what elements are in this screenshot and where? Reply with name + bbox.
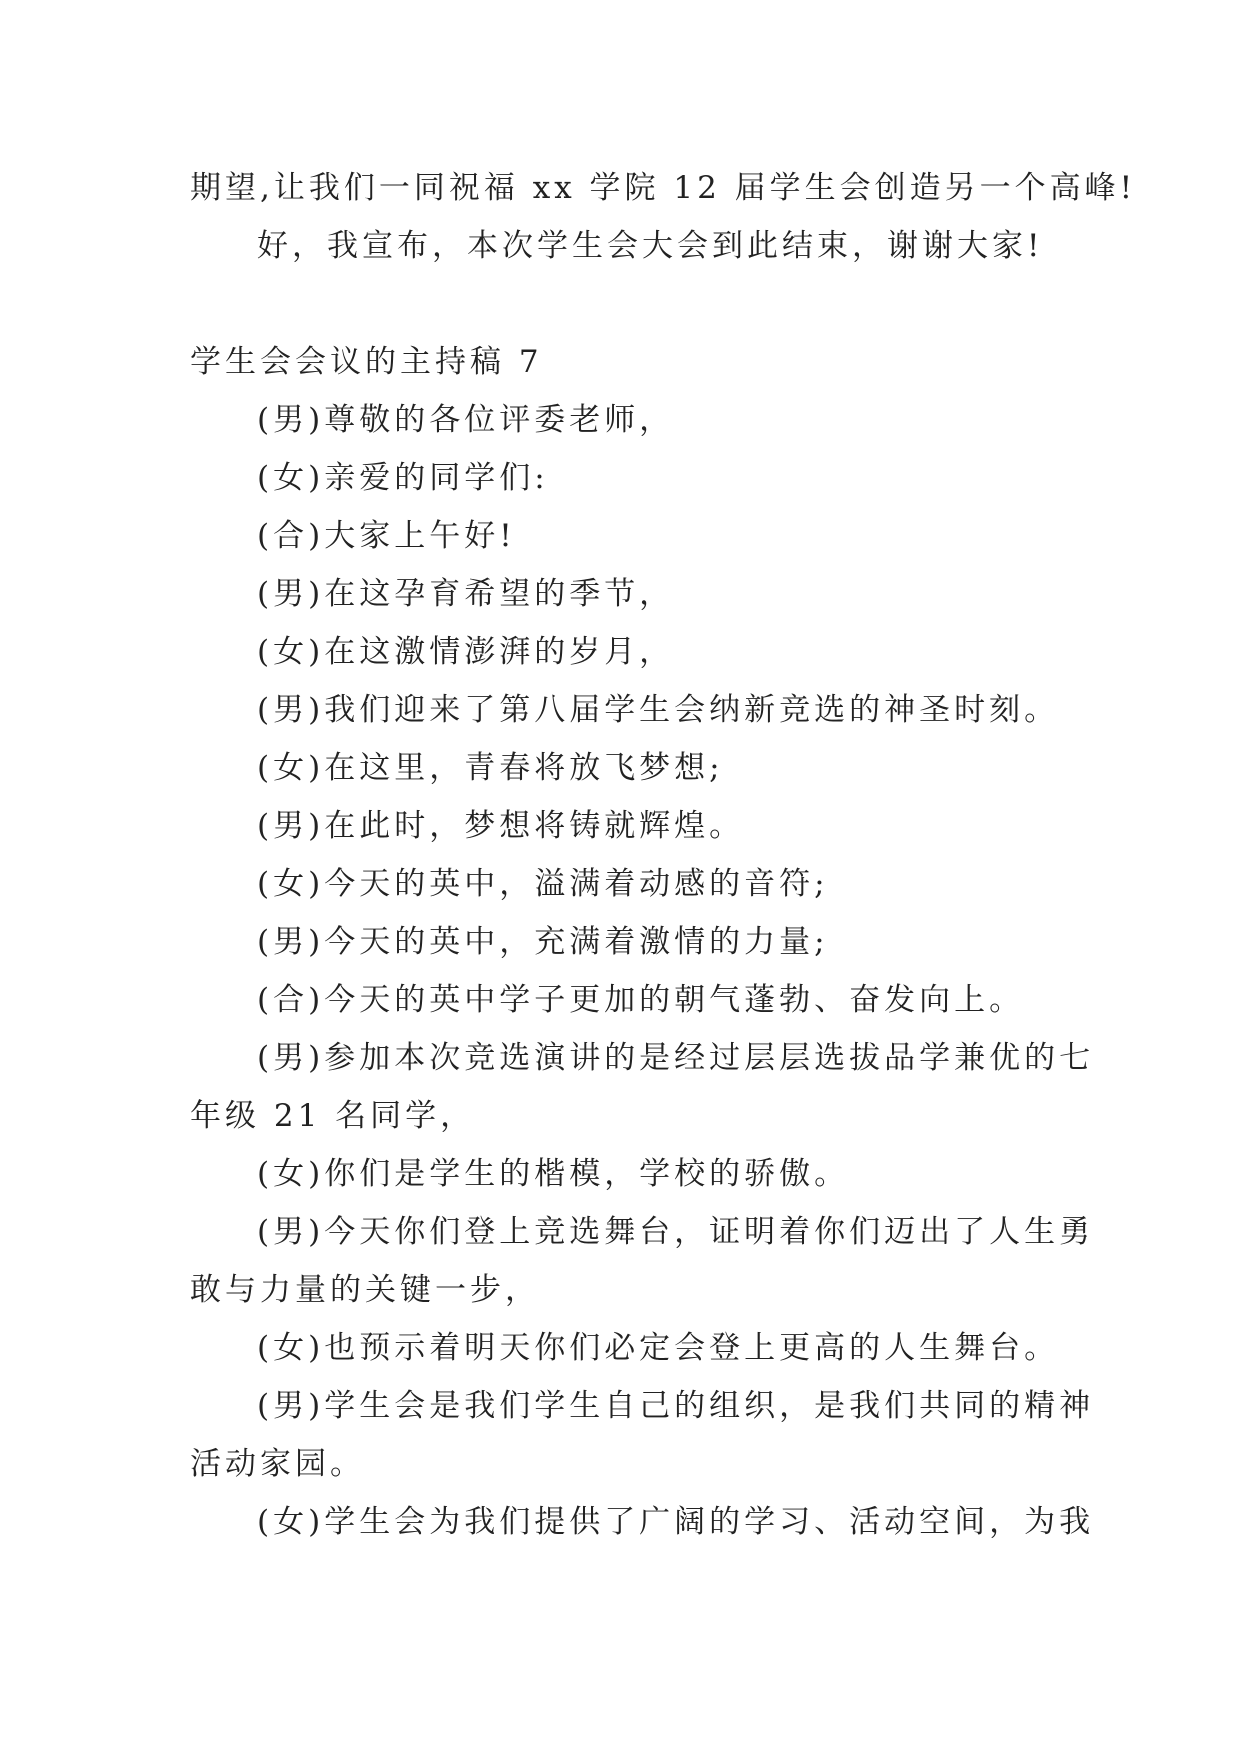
text-line: (女)也预示着明天你们必定会登上更高的人生舞台。: [257, 1330, 1060, 1366]
text-line: (女)亲爱的同学们:: [257, 460, 549, 496]
section-heading: 学生会会议的主持稿 7: [190, 344, 543, 380]
text-line: (合)大家上午好!: [257, 518, 516, 554]
text-line: (合)今天的英中学子更加的朝气蓬勃、奋发向上。: [257, 982, 1025, 1018]
text-line: (男)在这孕育希望的季节，: [257, 576, 675, 612]
text-line: (男)在此时，梦想将铸就辉煌。: [257, 808, 745, 844]
text-line: 活动家园。: [190, 1446, 365, 1482]
text-line: 好，我宣布，本次学生会大会到此结束，谢谢大家!: [257, 228, 1044, 264]
text-line: (男)学生会是我们学生自己的组织，是我们共同的精神: [257, 1388, 1095, 1424]
text-line: 期望,让我们一同祝福 xx 学院 12 届学生会创造另一个高峰!: [190, 170, 1137, 206]
text-line: (女)在这激情澎湃的岁月，: [257, 634, 675, 670]
text-line: (男)今天你们登上竞选舞台，证明着你们迈出了人生勇: [257, 1214, 1095, 1250]
text-line: (女)学生会为我们提供了广阔的学习、活动空间，为我: [257, 1504, 1095, 1540]
text-line: (男)参加本次竞选演讲的是经过层层选拔品学兼优的七: [257, 1040, 1095, 1076]
text-line: (女)你们是学生的楷模，学校的骄傲。: [257, 1156, 850, 1192]
text-line: (男)尊敬的各位评委老师，: [257, 402, 675, 438]
text-line: (男)今天的英中，充满着激情的力量;: [257, 924, 829, 960]
text-line: 敢与力量的关键一步，: [190, 1272, 540, 1308]
text-line: 年级 21 名同学，: [190, 1098, 476, 1134]
text-line: (女)今天的英中，溢满着动感的音符;: [257, 866, 829, 902]
text-line: (男)我们迎来了第八届学生会纳新竞选的神圣时刻。: [257, 692, 1060, 728]
text-line: (女)在这里，青春将放飞梦想;: [257, 750, 724, 786]
